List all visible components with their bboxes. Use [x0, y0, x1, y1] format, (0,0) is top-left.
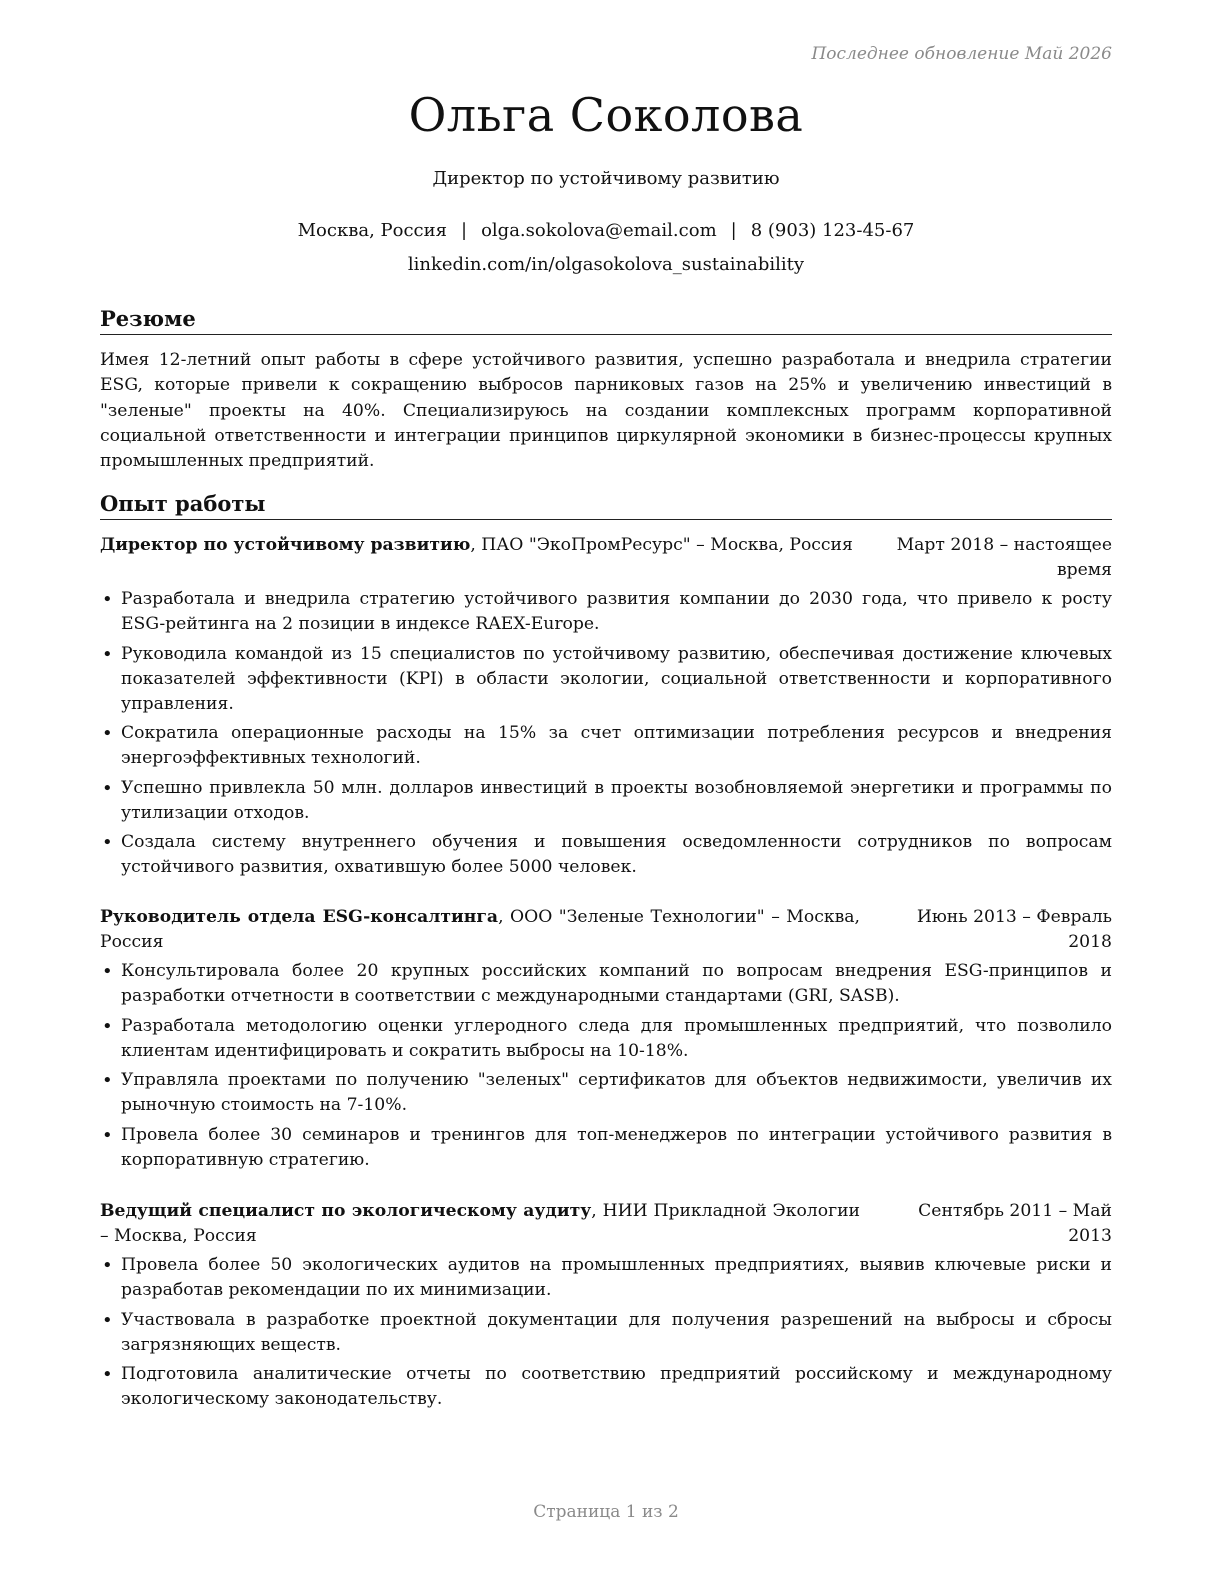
list-item: • Разработала и внедрила стратегию устойчивого развития компании до 2030 года, что привело к росту ESG-рейтинга на 2 позиции в индексе RAEX-Europe.: [100, 587, 1112, 637]
phone: 8 (903) 123-45-67: [750, 220, 915, 241]
job-role: Руководитель отдела ESG-консалтинга: [100, 907, 499, 927]
summary-text: Имея 12-летний опыт работы в сфере устойчивого развития, успешно разработала и внедрила стратегии ESG, которые привели к сокращению выбросов парниковых газов на 25% и увеличению инвестиций в "зеленые" проекты на 40%. Специализируюсь на создании комплексных программ корпоративной социальной ответственности и интеграции принципов циркулярной экономики в бизнес-процессы крупных промышленных предприятий.: [100, 350, 1112, 472]
job-entry: [100, 1199, 1112, 1417]
job-bullets: [100, 1253, 1112, 1412]
job-role: Ведущий специалист по экологическому аудиту: [100, 1201, 592, 1221]
list-item: • Создала систему внутреннего обучения и повышения осведомленности сотрудников по вопросам устойчивого развития, охватившую более 5000 человек.: [100, 830, 1112, 880]
job-bullets: [100, 587, 1112, 880]
candidate-name: Ольга Соколова: [408, 88, 804, 142]
job-bullets: [100, 959, 1112, 1173]
contact-line: [100, 220, 1112, 241]
candidate-title: Директор по устойчивому развитию: [432, 168, 780, 189]
job-header: [100, 1199, 1112, 1249]
list-item: • Участвовала в разработке проектной документации для получения разрешений на выбросы и сбросы загрязняющих веществ.: [100, 1308, 1112, 1358]
page-number: Страница 1 из 2: [533, 1502, 679, 1522]
linkedin-link[interactable]: linkedin.com/in/olgasokolova_sustainability: [407, 254, 805, 275]
job-dates: Март 2018 – настоящее время: [896, 535, 1112, 580]
email-link[interactable]: olga.sokolova@email.com: [481, 220, 717, 241]
list-item: • Провела более 50 экологических аудитов на промышленных предприятиях, выявив ключевые риски и разработав рекомендации по их минимизации.: [100, 1253, 1112, 1303]
list-item: • Сократила операционные расходы на 15% за счет оптимизации потребления ресурсов и внедрения энергоэффективных технологий.: [100, 721, 1112, 771]
job-dates: Сентябрь 2011 – Май 2013: [918, 1201, 1112, 1246]
list-item: • Провела более 30 семинаров и тренингов для топ-менеджеров по интеграции устойчивого развития в корпоративную стратегию.: [100, 1123, 1112, 1173]
summary-heading: Резюме: [100, 305, 1112, 335]
list-item: • Консультировала более 20 крупных российских компаний по вопросам внедрения ESG-принципов и разработки отчетности в соответствии с международными стандартами (GRI, SASB).: [100, 959, 1112, 1009]
job-role: Директор по устойчивому развитию: [100, 535, 471, 555]
list-item: • Руководила командой из 15 специалистов по устойчивому развитию, обеспечивая достижение ключевых показателей эффективности (KPI) в области экологии, социальной ответственности и корпоративного управления.: [100, 642, 1112, 717]
list-item: • Подготовила аналитические отчеты по соответствию предприятий российскому и международному экологическому законодательству.: [100, 1362, 1112, 1412]
separator: |: [730, 220, 737, 241]
job-entry: [100, 533, 1112, 885]
job-header: [100, 533, 1112, 583]
job-org: , НИИ Прикладной Экологии – Москва, Россия: [100, 1201, 860, 1246]
job-org: , ООО "Зеленые Технологии" – Москва, Россия: [100, 907, 861, 952]
list-item: • Успешно привлекла 50 млн. долларов инвестиций в проекты возобновляемой энергетики и программы по утилизации отходов.: [100, 776, 1112, 826]
job-org: , ПАО "ЭкоПромРесурс" – Москва, Россия: [470, 535, 853, 555]
job-header: [100, 905, 1112, 955]
last-updated: Последнее обновление Май 2026: [811, 44, 1112, 64]
job-dates: Июнь 2013 – Февраль 2018: [916, 907, 1112, 952]
location: Москва, Россия: [297, 220, 447, 241]
separator: |: [461, 220, 468, 241]
job-entry: [100, 905, 1112, 1177]
list-item: • Разработала методологию оценки углеродного следа для промышленных предприятий, что позволило клиентам идентифицировать и сократить выбросы на 10-18%.: [100, 1014, 1112, 1064]
list-item: • Управляла проектами по получению "зеленых" сертификатов для объектов недвижимости, увеличив их рыночную стоимость на 7-10%.: [100, 1068, 1112, 1118]
experience-heading: Опыт работы: [100, 490, 1112, 520]
